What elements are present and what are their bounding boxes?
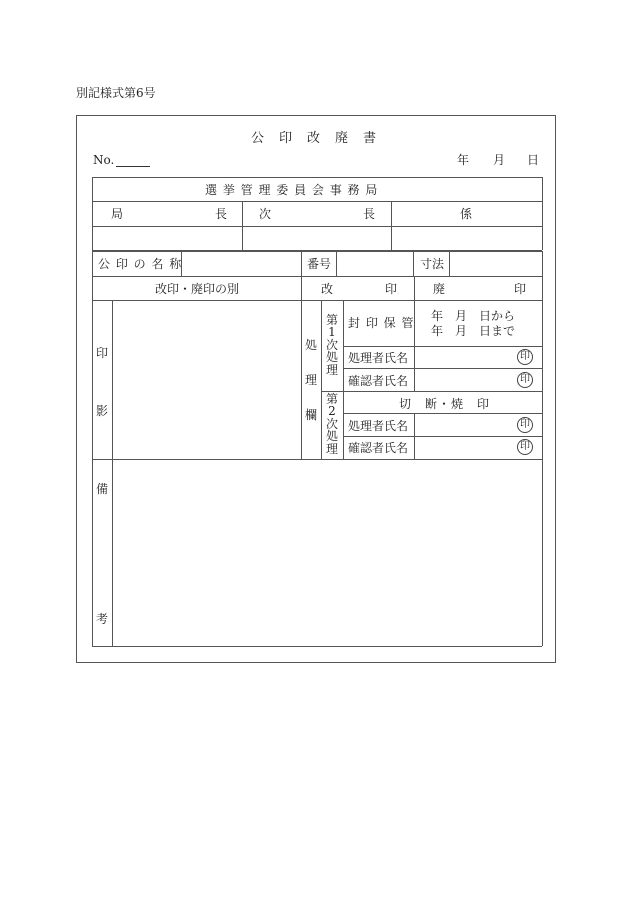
remarks-area[interactable] [113, 460, 541, 645]
form-title: 公 印 改 廃 書 [251, 131, 378, 146]
jicho-ji-label: 次 [259, 207, 272, 221]
number-cell-label: 番号 [307, 257, 332, 271]
seal-icon-confirmer-2: 印 [517, 439, 533, 455]
number-underline [116, 154, 150, 167]
seal-name-label: 公 印 の 名 称 [98, 257, 183, 271]
change-abolish-label: 改印・廃印の別 [155, 282, 240, 296]
hai-in-label: 印 [514, 282, 527, 296]
date-day-label: 日 [527, 153, 540, 167]
seal-impression-label-2: 影 [96, 404, 109, 418]
kyoku-label: 局 [111, 207, 124, 221]
kyoku-cho-label: 長 [215, 207, 228, 221]
kai-label: 改 [321, 282, 334, 296]
kyoku-cho-stamp-cell[interactable] [93, 227, 241, 249]
seal-storage-label: 封 印 保 管 [348, 316, 415, 330]
processing-label-1: 処 [305, 338, 318, 352]
confirmer-name-input-2[interactable] [415, 437, 513, 458]
handler-name-label-1: 処理者氏名 [348, 351, 409, 365]
handler-name-input-1[interactable] [415, 347, 513, 367]
jicho-stamp-cell[interactable] [243, 227, 390, 249]
first-process-label: 第1次処理 [325, 313, 338, 377]
date-month-label: 月 [493, 153, 506, 167]
remarks-label-1: 備 [96, 482, 109, 496]
confirmer-name-label-1: 確認者氏名 [348, 374, 409, 388]
committee-label: 選 挙 管 理 委 員 会 事 務 局 [205, 183, 379, 197]
kakari-stamp-cell[interactable] [392, 227, 541, 249]
seal-icon-confirmer-1: 印 [517, 372, 533, 388]
form-number-label: 別記様式第6号 [76, 86, 156, 100]
processing-label-2: 理 [305, 373, 318, 387]
processing-label-3: 欄 [305, 408, 318, 422]
cut-burn-label: 切 断・焼 印 [399, 397, 491, 411]
jicho-cho-label: 長 [363, 207, 376, 221]
number-input[interactable] [337, 252, 412, 275]
storage-date-from[interactable]: 年 月 日から [431, 309, 516, 323]
kakari-label: 係 [460, 207, 473, 221]
seal-impression-label-1: 印 [96, 346, 109, 360]
confirmer-name-label-2: 確認者氏名 [348, 441, 409, 455]
number-field[interactable] [93, 153, 150, 167]
seal-icon-handler-2: 印 [517, 417, 533, 433]
hai-label: 廃 [433, 282, 446, 296]
confirmer-name-input-1[interactable] [415, 369, 513, 390]
kai-in-label: 印 [385, 282, 398, 296]
size-input[interactable] [450, 252, 541, 275]
size-label: 寸法 [420, 257, 445, 271]
second-process-label: 第2次処理 [325, 392, 338, 456]
handler-name-input-2[interactable] [415, 414, 513, 435]
number-label: No. [93, 153, 115, 167]
handler-name-label-2: 処理者氏名 [348, 419, 409, 433]
date-year-label: 年 [457, 153, 470, 167]
seal-name-input[interactable] [182, 252, 300, 275]
seal-impression-area[interactable] [113, 301, 300, 458]
seal-icon-handler-1: 印 [517, 349, 533, 365]
storage-date-to[interactable]: 年 月 日まで [431, 324, 516, 338]
remarks-label-2: 考 [96, 612, 109, 626]
